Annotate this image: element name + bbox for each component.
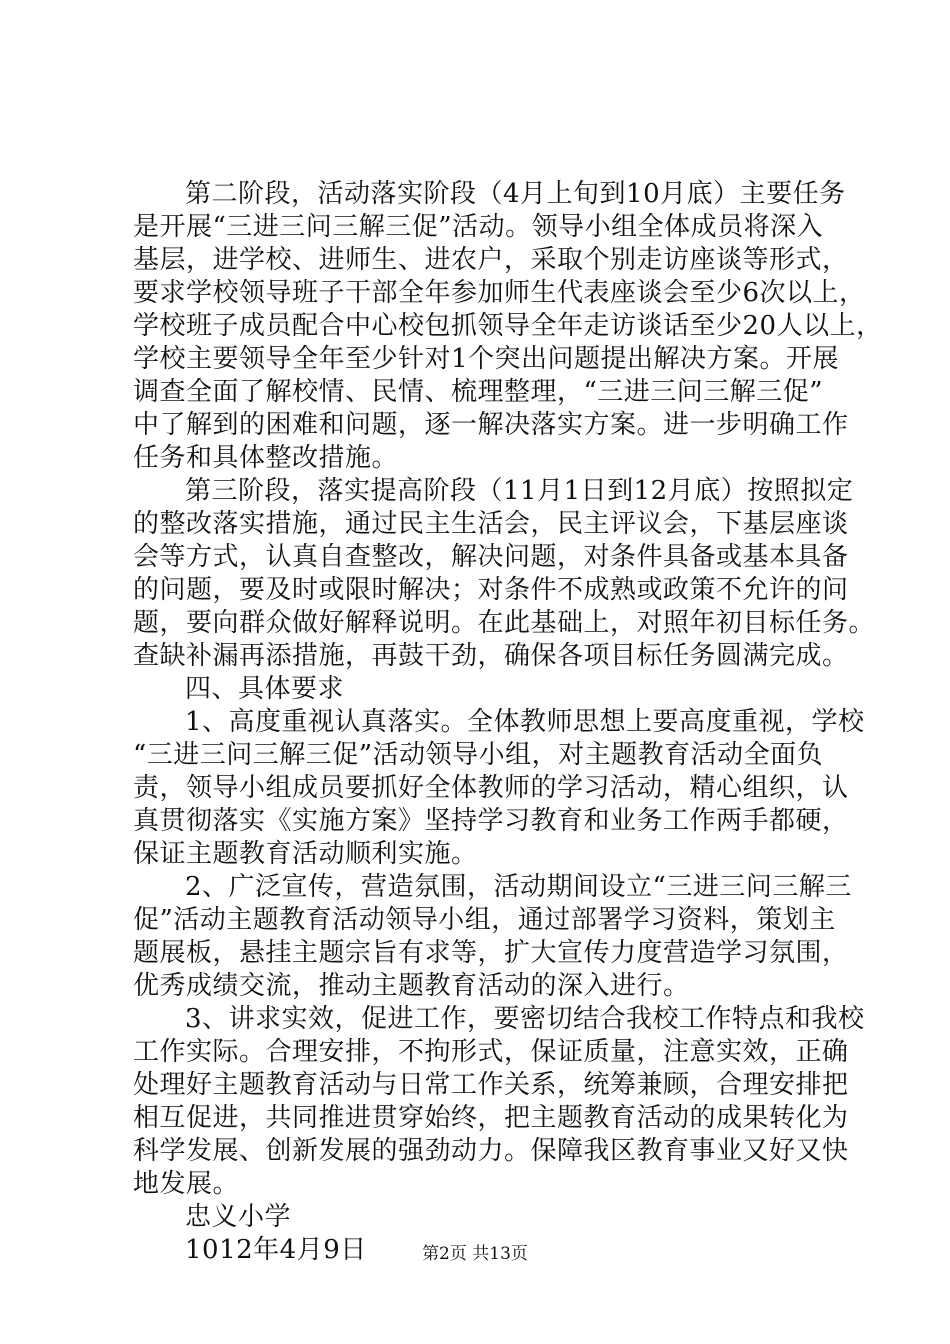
text-line: 3、讲求实效，促进工作，要密切结合我校工作特点和我校	[185, 1004, 865, 1034]
text-line: 四、具体要求	[185, 674, 345, 704]
signature-date: 1012年4月9日	[185, 1235, 367, 1265]
text-line: 2、广泛宣传，营造氛围，活动期间设立“三进三问三解三	[185, 872, 852, 902]
document-body	[133, 178, 883, 1267]
text-line: 题，要向群众做好解释说明。在此基础上，对照年初目标任务。	[133, 608, 876, 638]
text-line: 学校主要领导全年至少针对1个突出问题提出解决方案。开展	[133, 344, 840, 374]
text-line: 要求学校领导班子干部全年参加师生代表座谈会至少6次以上，	[133, 278, 866, 308]
text-line: 的整改落实措施，通过民主生活会，民主评议会，下基层座谈	[133, 509, 849, 539]
text-line: 学校班子成员配合中心校包抓领导全年走访谈话至少20人以上，	[133, 311, 883, 341]
paragraph-requirement-3	[133, 1003, 865, 1201]
text-line: 会等方式，认真自查整改，解决问题，对条件具备或基本具备	[133, 542, 849, 572]
text-line: 地发展。	[133, 1169, 240, 1199]
text-line: “三进三问三解三促”活动领导小组，对主题教育活动全面负	[133, 740, 824, 770]
text-line: 基层，进学校、进师生、进农户，采取个别走访座谈等形式，	[133, 245, 849, 275]
paragraph-requirement-1	[133, 706, 865, 871]
text-line: 1、高度重视认真落实。全体教师思想上要高度重视，学校	[185, 707, 865, 737]
text-line: 真贯彻落实《实施方案》坚持学习教育和业务工作两手都硬，	[133, 806, 849, 836]
text-line: 处理好主题教育活动与日常工作关系，统筹兼顾，合理安排把	[133, 1070, 849, 1100]
text-line: 题展板，悬挂主题宗旨有求等，扩大宣传力度营造学习氛围，	[133, 938, 849, 968]
text-line: 优秀成绩交流，推动主题教育活动的深入进行。	[133, 971, 690, 1001]
text-line: 责，领导小组成员要抓好全体教师的学习活动，精心组织，认	[133, 773, 849, 803]
text-line: 是开展“三进三问三解三促”活动。领导小组全体成员将深入	[133, 212, 824, 242]
paragraph-stage-two	[133, 178, 883, 475]
section-heading	[133, 673, 823, 706]
text-line: 第二阶段，活动落实阶段（4月上旬到10月底）主要任务	[185, 179, 846, 209]
page-footer: 第2页 共13页	[422, 1244, 528, 1264]
text-line: 工作实际。合理安排，不拘形式，保证质量，注意实效，正确	[133, 1037, 849, 1067]
text-line: 任务和具体整改措施。	[133, 443, 399, 473]
text-line: 中了解到的困难和问题，逐一解决落实方案。进一步明确工作	[133, 410, 849, 440]
text-line: 的问题，要及时或限时解决；对条件不成熟或政策不允许的问	[133, 575, 849, 605]
paragraph-stage-three	[133, 475, 876, 673]
signature-school: 忠义小学	[185, 1202, 292, 1232]
text-line: 促”活动主题教育活动领导小组，通过部署学习资料，策划主	[133, 905, 836, 935]
paragraph-requirement-2	[133, 871, 852, 1003]
text-line: 科学发展、创新发展的强劲动力。保障我区教育事业又好又快	[133, 1136, 849, 1166]
text-line: 查缺补漏再添措施，再鼓干劲，确保各项目标任务圆满完成。	[133, 641, 849, 671]
text-line: 第三阶段，落实提高阶段（11月1日到12月底）按照拟定	[185, 476, 854, 506]
text-line: 相互促进，共同推进贯穿始终，把主题教育活动的成果转化为	[133, 1103, 849, 1133]
text-line: 调查全面了解校情、民情、梳理整理，“三进三问三解三促”	[133, 377, 824, 407]
text-line: 保证主题教育活动顺利实施。	[133, 839, 478, 869]
